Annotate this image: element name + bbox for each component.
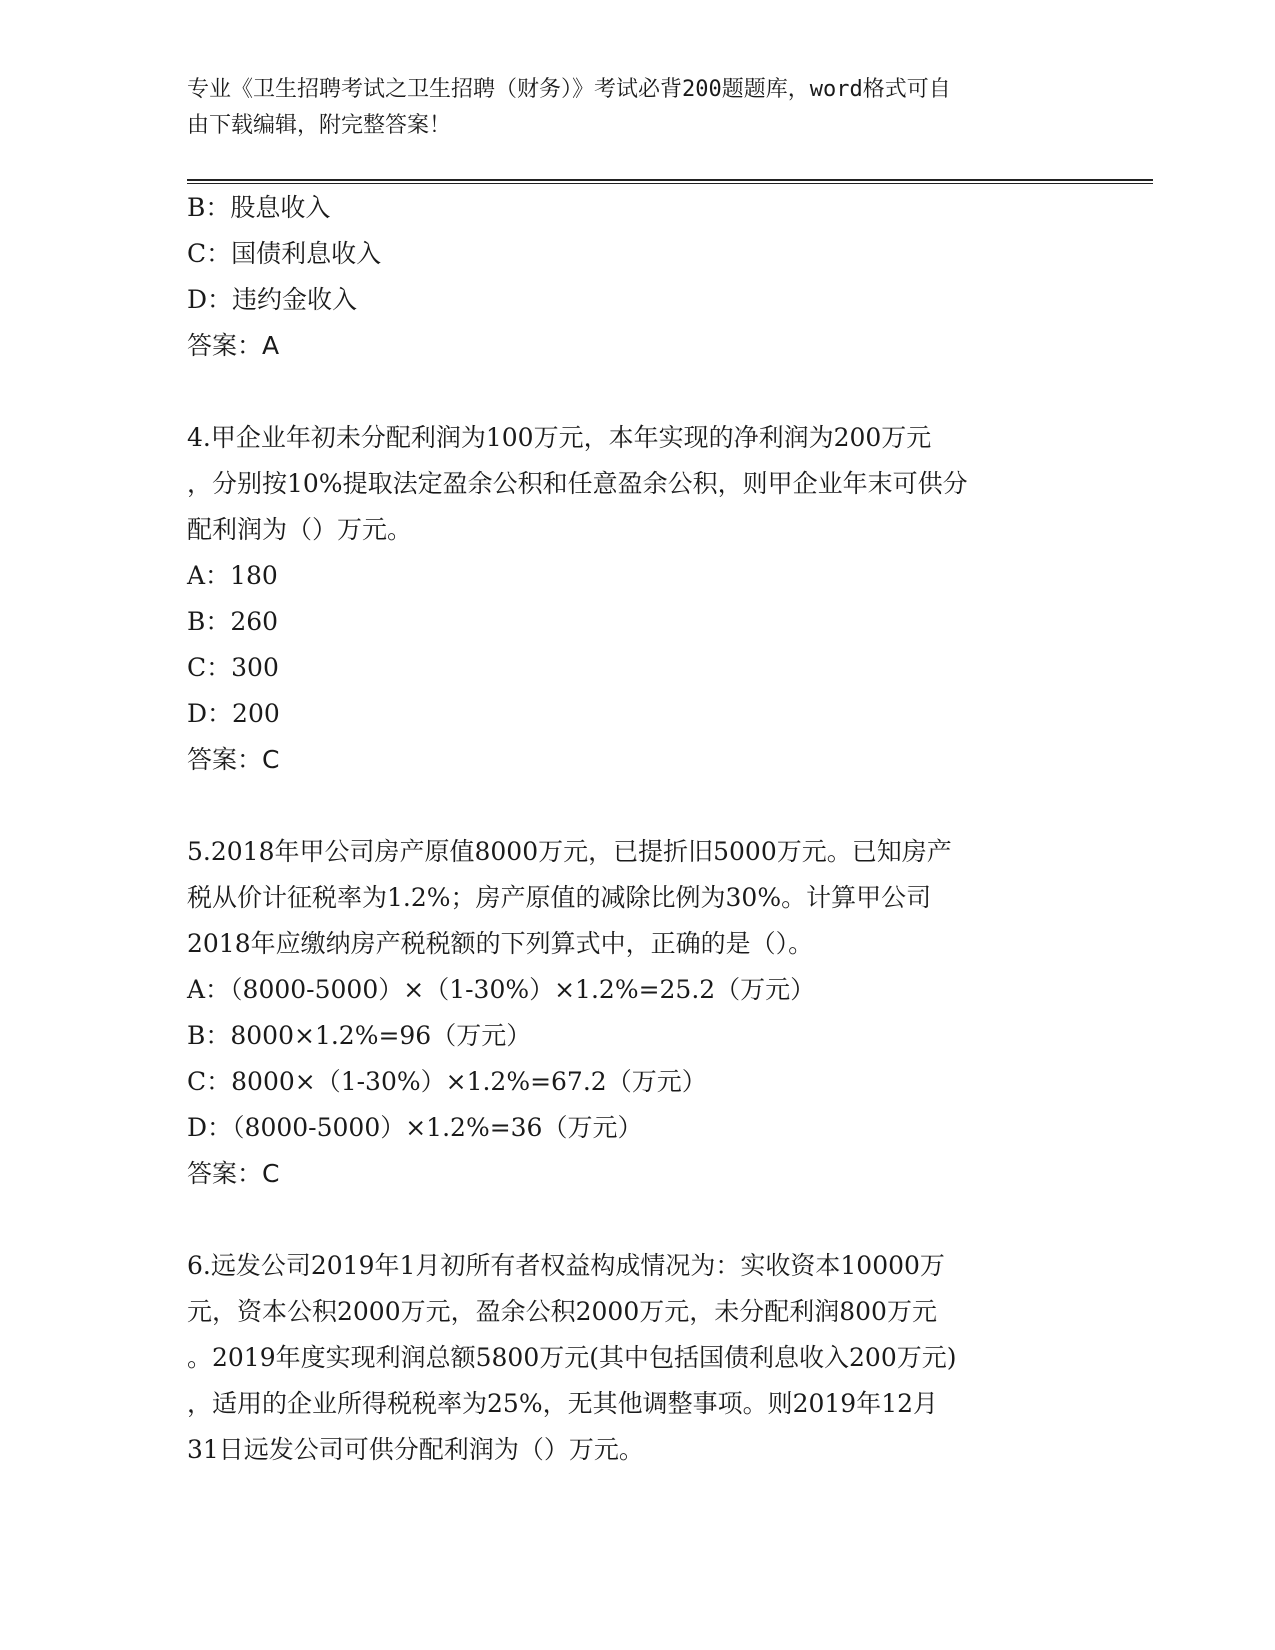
option-d: D：200: [187, 699, 280, 728]
header-divider-thin: [187, 183, 1153, 184]
answer: 答案：C: [187, 745, 280, 774]
question-text-line: 。2019年度实现利润总额5800万元(其中包括国债利息收入200万元): [187, 1343, 957, 1372]
question-5: [187, 829, 1087, 1197]
option-a: A：（8000-5000）×（1-30%）×1.2%=25.2（万元）: [187, 975, 816, 1004]
header-divider-thick: [187, 179, 1153, 181]
question-4: [187, 415, 1087, 783]
question-text-line: 4.甲企业年初未分配利润为100万元，本年实现的净利润为200万元: [187, 423, 932, 452]
option-b: B：8000×1.2%=96（万元）: [187, 1021, 532, 1050]
option-c: C：国债利息收入: [187, 239, 382, 268]
question-text-line: 元，资本公积2000万元，盈余公积2000万元，未分配利润800万元: [187, 1297, 937, 1326]
option-d: D：（8000-5000）×1.2%=36（万元）: [187, 1113, 643, 1142]
question-text-line: ，分别按10%提取法定盈余公积和任意盈余公积，则甲企业年末可供分: [187, 469, 968, 498]
answer: 答案：A: [187, 331, 280, 360]
question-text-line: ，适用的企业所得税税率为25%，无其他调整事项。则2019年12月: [187, 1389, 939, 1418]
question-text-line: 6.远发公司2019年1月初所有者权益构成情况为：实收资本10000万: [187, 1251, 945, 1280]
question-text-line: 2018年应缴纳房产税税额的下列算式中，正确的是（）。: [187, 929, 814, 958]
question-text-line: 31日远发公司可供分配利润为（）万元。: [187, 1435, 644, 1464]
option-d: D：违约金收入: [187, 285, 358, 314]
option-c: C：8000×（1-30%）×1.2%=67.2（万元）: [187, 1067, 707, 1096]
document-header: [187, 72, 1067, 144]
document-body: [187, 185, 1087, 1473]
option-b: B：股息收入: [187, 193, 331, 222]
option-c: C：300: [187, 653, 279, 682]
header-line-1: 专业《卫生招聘考试之卫生招聘（财务）》考试必背200题题库，word格式可自: [187, 77, 951, 102]
question-text-line: 税从价计征税率为1.2%；房产原值的减除比例为30%。计算甲公司: [187, 883, 932, 912]
question-text-line: 配利润为（）万元。: [187, 515, 413, 544]
answer: 答案：C: [187, 1159, 280, 1188]
question-text-line: 5.2018年甲公司房产原值8000万元，已提折旧5000万元。已知房产: [187, 837, 952, 866]
question-3-continued: [187, 185, 1087, 369]
option-b: B：260: [187, 607, 279, 636]
option-a: A：180: [187, 561, 278, 590]
header-line-2: 由下载编辑，附完整答案！: [187, 113, 452, 138]
question-6: [187, 1243, 1087, 1473]
